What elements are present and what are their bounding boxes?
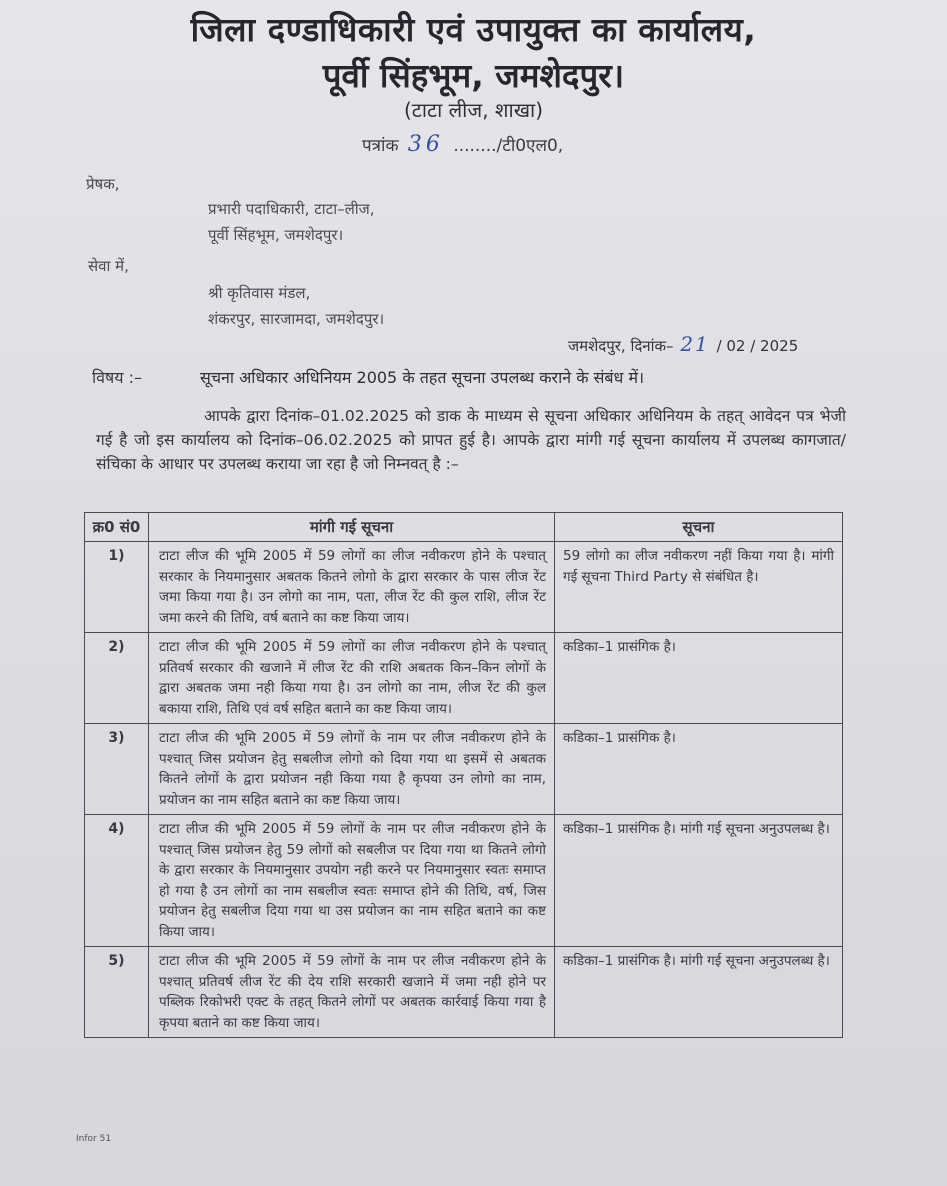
table-row	[85, 815, 843, 947]
subject-label: विषय :–	[92, 368, 143, 387]
footer-code: Infor 51	[76, 1134, 112, 1144]
row-serial: 3)	[85, 724, 149, 815]
table-row	[85, 724, 843, 815]
row-answer: कडिका–1 प्रासंगिक है। मांगी गई सूचना अनुउपलब्ध है।	[555, 947, 843, 1038]
column-header-query: मांगी गई सूचना	[149, 513, 555, 542]
row-serial: 5)	[85, 947, 149, 1038]
row-answer: कडिका–1 प्रासंगिक है। मांगी गई सूचना अनुउपलब्ध है।	[555, 815, 843, 947]
letter-number-suffix: ......../टी0एल0,	[453, 136, 564, 156]
sender-line-1: प्रभारी पदाधिकारी, टाटा–लीज,	[208, 200, 375, 218]
column-header-serial: क्र0 सं0	[85, 513, 149, 542]
row-serial: 4)	[85, 815, 149, 947]
row-answer: कडिका–1 प्रासंगिक है।	[555, 724, 843, 815]
letter-number-prefix: पत्रांक	[362, 136, 399, 156]
office-title: जिला दण्डाधिकारी एवं उपायुक्त का कार्यालय,	[190, 10, 757, 49]
sender-label: प्रेषक,	[86, 175, 120, 193]
row-query: टाटा लीज की भूमि 2005 में 59 लोगों का लीज नवीकरण होने के पश्चात् प्रतिवर्ष सरकार की खजाने में लीज रेंट की राशि अबतक किन–किन लोगों के द्वारा अबतक जमा नही किया गया है। उन लोगो का नाम, लीज रेंट की कुल बकाया राशि, तिथि एवं वर्ष सहित बताने का कष्ट किया जाय।	[149, 633, 555, 724]
date-prefix: जमशेदपुर, दिनांक–	[568, 337, 674, 355]
row-query: टाटा लीज की भूमि 2005 में 59 लोगों के नाम पर लीज नवीकरण होने के पश्चात् जिस प्रयोजन हेतु 59 लोगों को सबलीज पर दिया गया था कितने लोगो के द्वारा सरकार के नियमानुसार उपयोग नही करने पर नियमानुसार स्वतः समाप्त हो गया है उन लोगों का नाम सबलीज स्वतः समाप्त होने की तिथि, वर्ष, जिस प्रयोजन हेतु सबलीज दिया गया था उस प्रयोजन का नाम सहित बताने का कष्ट किया जाय।	[149, 815, 555, 947]
table-row	[85, 947, 843, 1038]
table-header-row	[85, 513, 843, 542]
row-answer: कडिका–1 प्रासंगिक है।	[555, 633, 843, 724]
office-branch: (टाटा लीज, शाखा)	[403, 98, 544, 122]
row-serial: 1)	[85, 542, 149, 633]
subject-text: सूचना अधिकार अधिनियम 2005 के तहत सूचना उपलब्ध कराने के संबंध में।	[200, 368, 645, 387]
recipient-line-2: शंकरपुर, सारजामदा, जमशेदपुर।	[208, 310, 385, 328]
body-paragraph: आपके द्वारा दिनांक–01.02.2025 को डाक के माध्यम से सूचना अधिकार अधिनियम के तहत् आवेदन पत्र भेजी गई है जो इस कार्यालय को दिनांक–06.02.2025 को प्रापत हुई है। आपके द्वारा मांगी गई सूचना कार्यालय में उपलब्ध कागजात/संचिका के आधार पर उपलब्ध कराया जा रहा है जो निम्नवत् है :–	[96, 407, 846, 473]
date-rest: / 02 / 2025	[716, 337, 799, 355]
row-query: टाटा लीज की भूमि 2005 में 59 लोगों का लीज नवीकरण होने के पश्चात् सरकार के नियमानुसार अबतक कितने लोगो के द्वारा सरकार के पास लीज रेंट जमा किया गया है। उन लोगो का नाम, पता, लीज रेंट की कुल राशि, लीज रेंट जमा करने की तिथि, वर्ष बताने का कष्ट किया जाय।	[149, 542, 555, 633]
letter-number	[362, 132, 563, 157]
table-row	[85, 542, 843, 633]
row-answer: 59 लोगो का लीज नवीकरण नहीं किया गया है। मांगी गई सूचना Third Party से संबंधित है।	[555, 542, 843, 633]
row-query: टाटा लीज की भूमि 2005 में 59 लोगों के नाम पर लीज नवीकरण होने के पश्चात् जिस प्रयोजन हेतु सबलीज लोगो को दिया गया था इसमें से अबतक कितने लोगों के द्वारा प्रयोजन नही किया गया है कृपया उन लोगो का नाम, प्रयोजन का नाम सहित बताने का कष्ट किया जाय।	[149, 724, 555, 815]
office-location: पूर्वी सिंहभूम, जमशेदपुर।	[322, 56, 625, 95]
row-serial: 2)	[85, 633, 149, 724]
date-day-handwritten: 21	[680, 332, 710, 356]
column-header-answer: सूचना	[555, 513, 843, 542]
recipient-line-1: श्री कृतिवास मंडल,	[208, 284, 311, 302]
row-query: टाटा लीज की भूमि 2005 में 59 लोगों के नाम पर लीज नवीकरण होने के पश्चात् प्रतिवर्ष लीज रेंट की देय राशि सरकारी खजाने में जमा नही होने पर पब्लिक रिकोभरी एक्ट के तहत् कितने लोगों पर अबतक कार्रवाई किया गया है कृपया बताने का कष्ट किया जाय।	[149, 947, 555, 1038]
letter-date	[568, 332, 798, 356]
letter-number-handwritten: 36	[407, 132, 444, 157]
recipient-label: सेवा में,	[88, 257, 129, 275]
sender-line-2: पूर्वी सिंहभूम, जमशेदपुर।	[208, 226, 344, 244]
recipient-address	[208, 280, 384, 332]
table-row	[85, 633, 843, 724]
information-table	[84, 512, 843, 1038]
sender-address	[208, 196, 375, 248]
